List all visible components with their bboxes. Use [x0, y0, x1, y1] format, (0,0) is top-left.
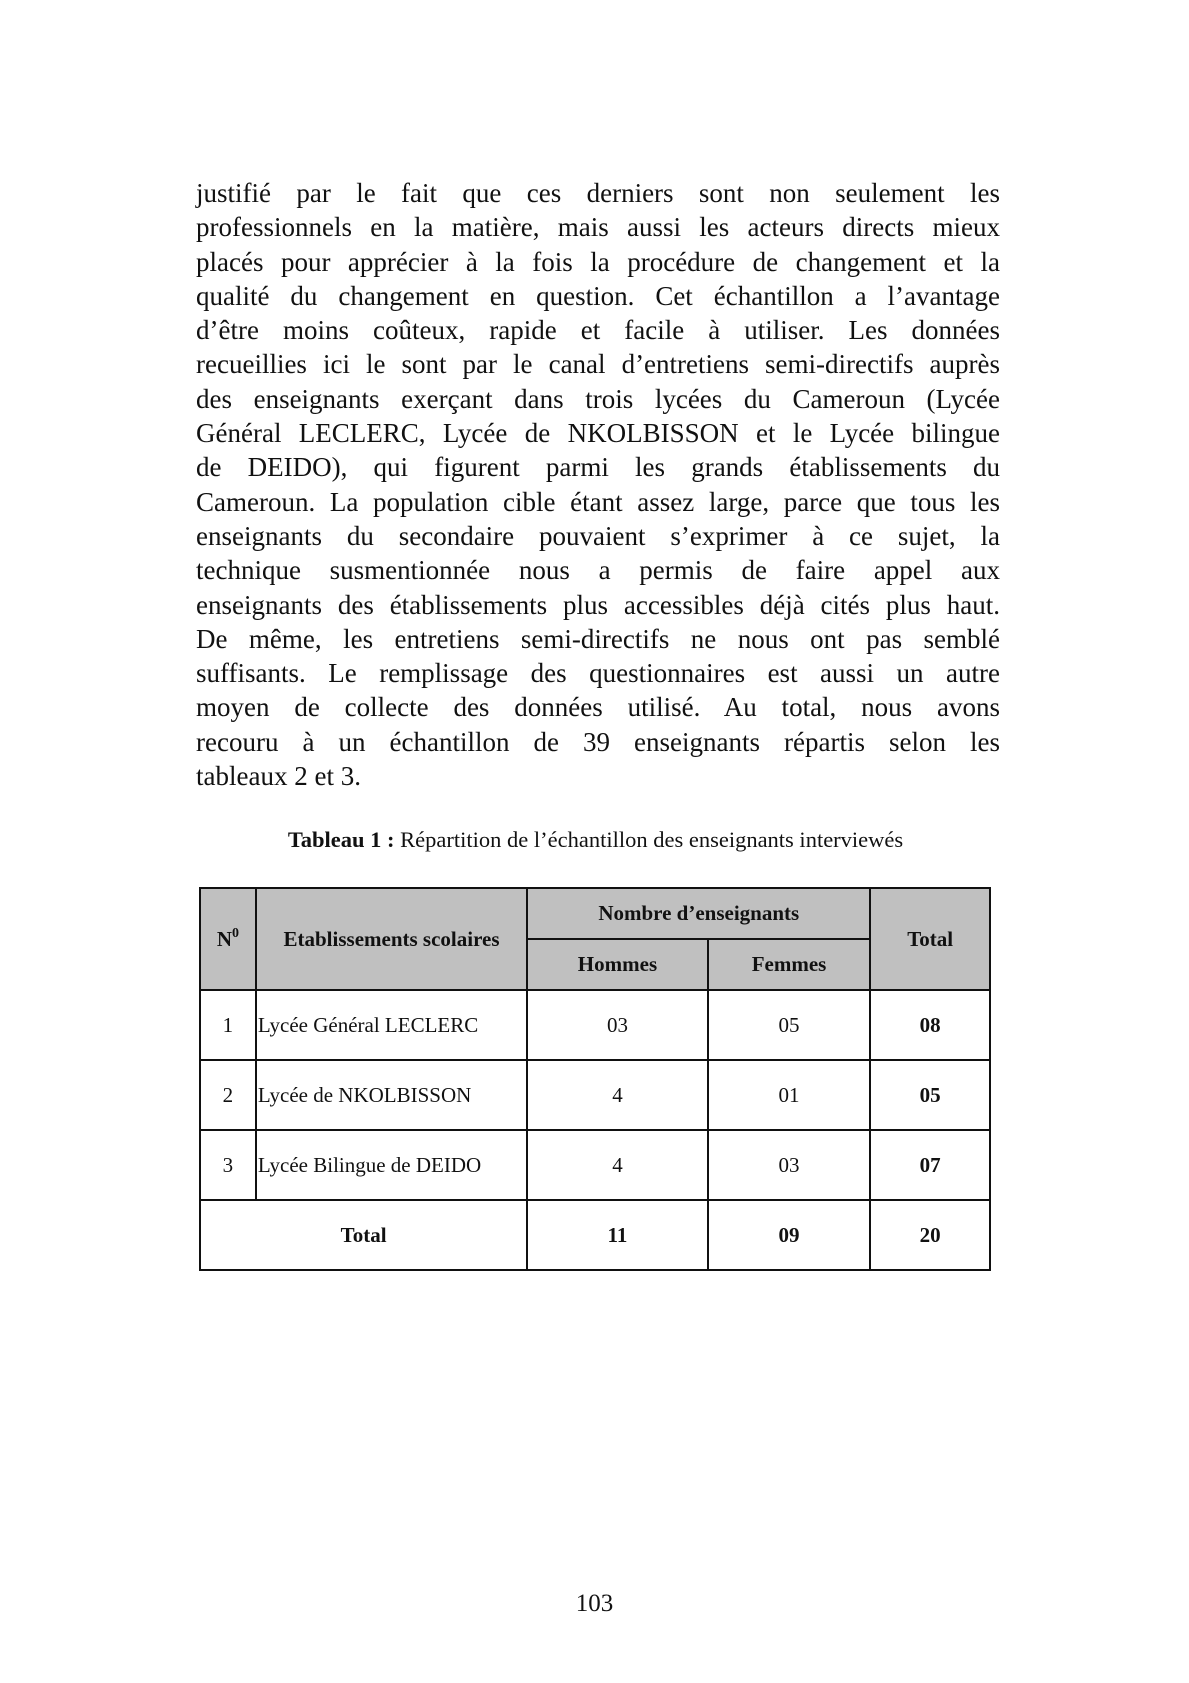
- page-number: 103: [575, 1590, 614, 1617]
- header-establishment: Etablissements scolaires: [256, 888, 527, 990]
- text-line: Général LECLERC, Lycée de NKOLBISSON et le Lycée bilingue: [196, 418, 1000, 449]
- row-number: 3: [200, 1130, 256, 1200]
- row-total: 07: [870, 1130, 990, 1200]
- row-total: 08: [870, 990, 990, 1060]
- row-establishment: Lycée de NKOLBISSON: [256, 1060, 527, 1130]
- text-line: enseignants des établissements plus accessibles déjà cités plus haut.: [196, 589, 1000, 620]
- total-label: Total: [200, 1200, 527, 1270]
- text-line: enseignants du secondaire pouvaient s’exprimer à ce sujet, la: [196, 520, 1000, 551]
- row-total: 05: [870, 1060, 990, 1130]
- text-line: technique susmentionnée nous a permis de faire appel aux: [196, 555, 1000, 586]
- caption-text: Répartition de l’échantillon des enseignants interviewés: [394, 827, 904, 852]
- table-row: [200, 990, 990, 1060]
- row-establishment: Lycée Général LECLERC: [256, 990, 527, 1060]
- header-total: Total: [870, 888, 990, 990]
- row-establishment: Lycée Bilingue de DEIDO: [256, 1130, 527, 1200]
- text-line: qualité du changement en question. Cet échantillon a l’avantage: [196, 280, 1000, 311]
- row-men: 4: [527, 1130, 708, 1200]
- row-women: 01: [708, 1060, 871, 1130]
- body-paragraph: [196, 176, 1000, 793]
- text-line: d’être moins coûteux, rapide et facile à utiliser. Les données: [196, 315, 1000, 346]
- total-overall: 20: [870, 1200, 990, 1270]
- table-row: [200, 1130, 990, 1200]
- table-caption: [0, 827, 1189, 853]
- total-men: 11: [527, 1200, 708, 1270]
- header-number: $N^0$: [200, 888, 256, 990]
- text-line: Cameroun. La population cible étant assez large, parce que tous les: [196, 486, 1000, 517]
- text-line: de DEIDO), qui figurent parmi les grands établissements du: [196, 452, 1000, 483]
- text-line: recueillies ici le sont par le canal d’entretiens semi-directifs auprès: [196, 349, 1000, 380]
- table-total-row: [200, 1200, 990, 1270]
- teacher-sample-table: [199, 887, 991, 1271]
- header-women: Femmes: [708, 939, 871, 990]
- text-line: De même, les entretiens semi-directifs ne nous ont pas semblé: [196, 623, 1000, 654]
- text-line: justifié par le fait que ces derniers sont non seulement les: [196, 178, 1000, 208]
- header-men: Hommes: [527, 939, 708, 990]
- table-row: [200, 1060, 990, 1130]
- row-women: 03: [708, 1130, 871, 1200]
- row-number: 2: [200, 1060, 256, 1130]
- text-line: moyen de collecte des données utilisé. Au total, nous avons: [196, 692, 1000, 723]
- row-men: 03: [527, 990, 708, 1060]
- row-number: 1: [200, 990, 256, 1060]
- text-line: placés pour apprécier à la fois la procédure de changement et la: [196, 246, 1000, 277]
- text-line: recouru à un échantillon de 39 enseignants répartis selon les: [196, 726, 1000, 757]
- text-line: suffisants. Le remplissage des questionnaires est aussi un autre: [196, 658, 1000, 689]
- text-line: tableaux 2 et 3.: [196, 761, 361, 792]
- row-women: 05: [708, 990, 871, 1060]
- header-teacher-count: Nombre d’enseignants: [527, 888, 870, 939]
- total-women: 09: [708, 1200, 871, 1270]
- text-line: des enseignants exerçant dans trois lycées du Cameroun (Lycée: [196, 383, 1000, 414]
- row-men: 4: [527, 1060, 708, 1130]
- text-line: professionnels en la matière, mais aussi les acteurs directs mieux: [196, 212, 1000, 243]
- caption-label: Tableau 1 :: [287, 827, 395, 852]
